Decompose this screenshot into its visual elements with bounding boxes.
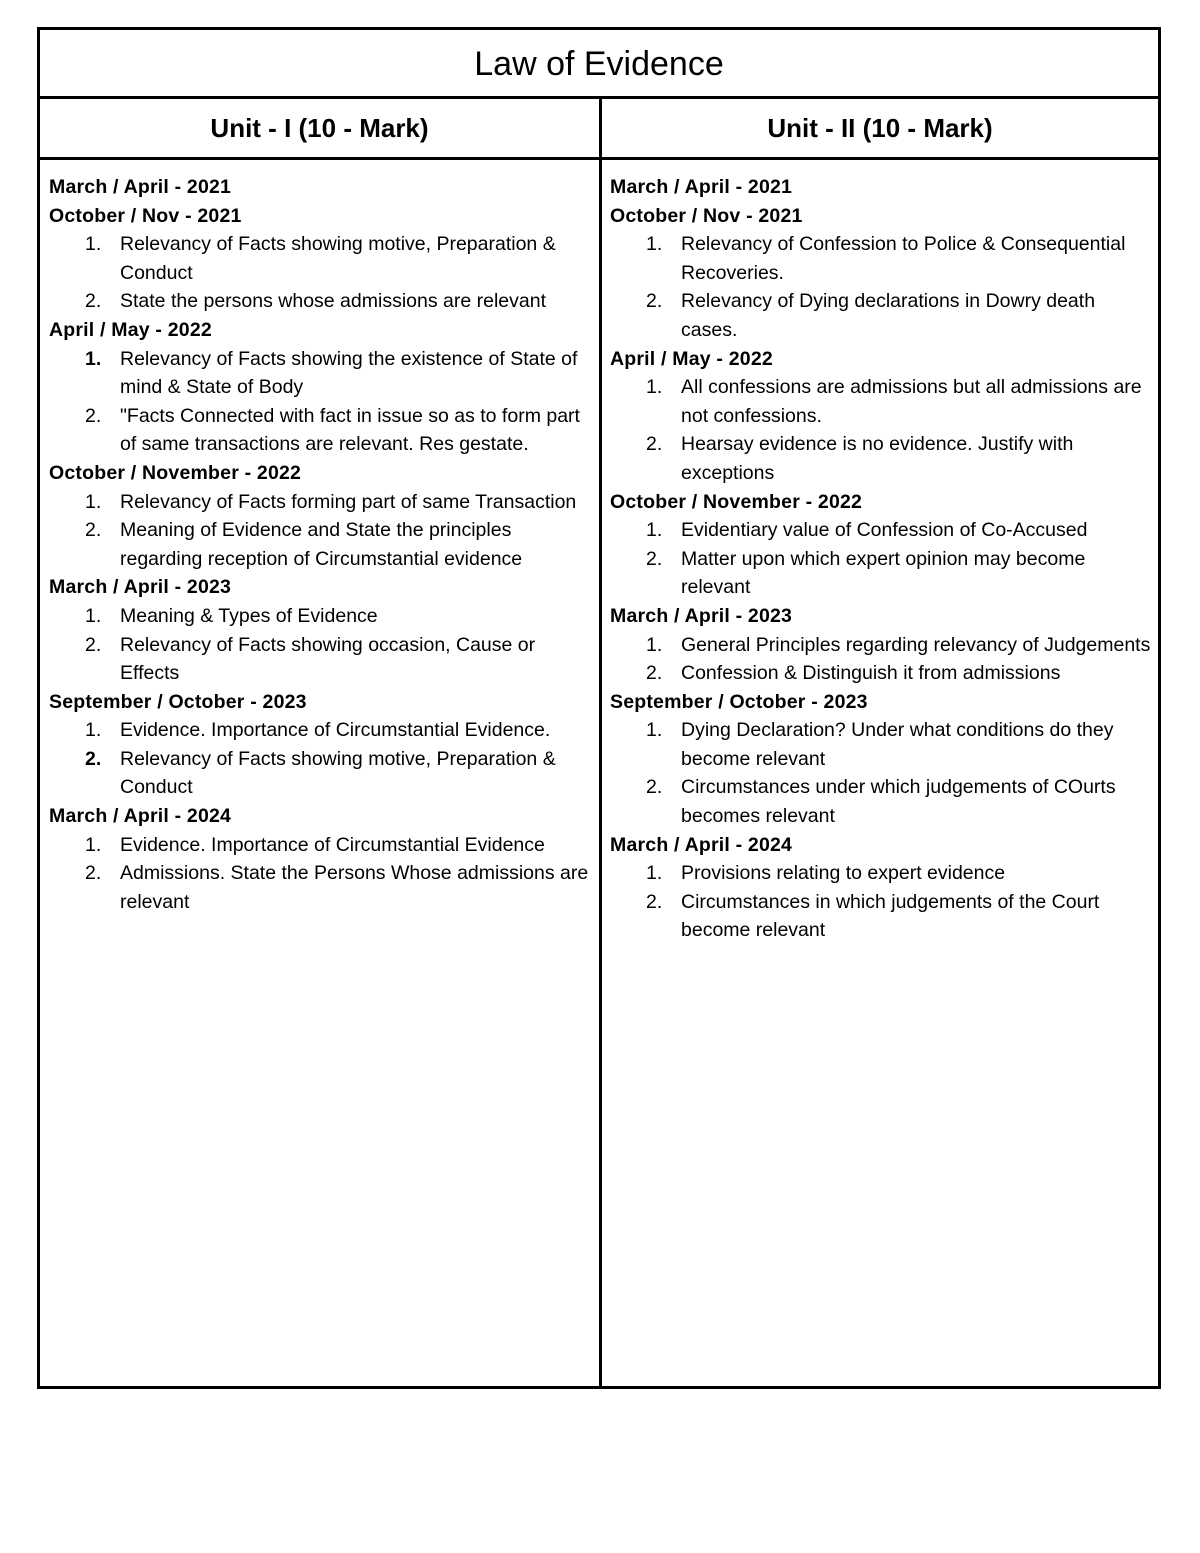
session-heading: October / Nov - 2021 [610,204,803,227]
session-heading: March / April - 2023 [49,576,232,599]
question-number: 2. [646,433,663,456]
question-number: 2. [85,633,102,656]
question-item [49,488,595,517]
question-item [610,545,1154,602]
question-number: 1. [85,347,102,370]
question-text: Relevancy of Confession to Police & Consequential Recoveries. [681,233,1126,284]
question-text: General Principles regarding relevancy of Judgements [681,633,1151,656]
question-list [49,345,595,459]
question-text: Relevancy of Facts showing the existence of State of mind & State of Body [120,347,578,399]
question-text: Evidentiary value of Confession of Co-Accused [681,519,1088,542]
question-item [49,602,595,631]
question-list [610,631,1154,688]
question-list [610,230,1154,344]
session-heading: October / Nov - 2021 [49,204,242,227]
question-item [610,659,1154,688]
question-item [610,373,1154,430]
session-heading: September / October - 2023 [49,690,307,713]
question-item [610,287,1154,344]
question-number: 2. [85,404,102,427]
question-item [49,516,595,573]
body-row [40,160,1158,1386]
question-item [49,831,595,860]
question-number: 1. [646,376,663,399]
page-title: Law of Evidence [474,45,724,83]
question-text: Admissions. State the Persons Whose admissions are relevant [120,862,589,913]
question-text: Provisions relating to expert evidence [681,862,1006,885]
question-number: 2. [85,862,102,885]
question-list [610,373,1154,487]
question-item [49,631,595,688]
question-text: Relevancy of Facts forming part of same Transaction [120,490,577,513]
question-number: 2. [85,290,102,313]
question-item [610,888,1154,945]
session-heading: March / April - 2021 [49,176,232,198]
question-list [49,602,595,688]
session-heading: March / April - 2021 [610,176,793,198]
question-text: Circumstances under which judgements of COurts becomes relevant [681,776,1116,828]
question-number: 1. [646,719,663,742]
question-number: 2. [646,890,663,913]
session-heading: September / October - 2023 [610,690,868,713]
unit-2-column [602,160,1158,1386]
question-item [49,402,595,459]
question-number: 2. [646,662,663,685]
session-heading: March / April - 2024 [610,833,793,856]
question-item [49,287,595,316]
question-item [49,745,595,802]
question-list [610,716,1154,830]
session-heading: April / May - 2022 [49,318,212,341]
question-text: Relevancy of Facts showing occasion, Cause or Effects [120,633,536,685]
question-text: Evidence. Importance of Circumstantial Evidence. [120,719,551,742]
question-item [49,859,595,916]
question-text: State the persons whose admissions are relevant [120,290,546,313]
unit-1-column [40,160,602,1386]
question-list [49,230,595,316]
question-item [610,430,1154,487]
session-heading: March / April - 2024 [49,805,232,828]
question-text: All confessions are admissions but all admissions are not confessions. [681,376,1142,427]
question-number: 1. [646,519,663,542]
session-heading: October / November - 2022 [49,461,302,484]
question-number: 1. [85,719,102,742]
session-heading: October / November - 2022 [610,490,863,513]
question-text: Circumstances in which judgements of the Court become relevant [681,890,1100,942]
question-number: 1. [646,233,663,256]
question-text: Confession & Distinguish it from admissions [681,662,1061,685]
question-text: Meaning of Evidence and State the principles regarding reception of Circumstantial evidence [120,519,523,570]
question-number: 1. [646,862,663,885]
question-text: Evidence. Importance of Circumstantial Evidence [120,833,545,856]
question-item [610,516,1154,545]
question-text: Matter upon which expert opinion may become relevant [681,547,1086,599]
question-number: 2. [646,547,663,570]
question-text: Dying Declaration? Under what conditions do they become relevant [681,719,1114,770]
question-item [610,773,1154,830]
question-list [49,716,595,802]
question-number: 1. [85,833,102,856]
session-heading: April / May - 2022 [610,347,773,370]
header-row [40,99,1158,160]
question-item [49,230,595,287]
question-text: Hearsay evidence is no evidence. Justify with exceptions [681,433,1074,484]
question-text: Meaning & Types of Evidence [120,604,378,627]
question-text: Relevancy of Dying declarations in Dowry death cases. [681,290,1096,341]
question-number: 1. [646,633,663,656]
question-number: 1. [85,233,102,256]
unit-2-header: Unit - II (10 - Mark) [767,112,993,143]
question-list [49,831,595,917]
session-heading: March / April - 2023 [610,604,793,627]
question-number: 1. [85,604,102,627]
question-item [610,716,1154,773]
question-number: 2. [646,290,663,313]
question-number: 1. [85,490,102,513]
question-item [610,859,1154,888]
question-item [610,230,1154,287]
question-item [49,345,595,402]
question-list [49,488,595,574]
title-row [40,30,1158,99]
unit-1-header: Unit - I (10 - Mark) [40,99,602,157]
question-text: Relevancy of Facts showing motive, Preparation & Conduct [120,233,556,284]
question-text: "Facts Connected with fact in issue so as to form part of same transactions are relevant. Res gestate. [120,404,580,456]
question-number: 2. [85,747,102,770]
question-item [49,716,595,745]
question-item [610,631,1154,660]
question-number: 2. [646,776,663,799]
question-list [610,516,1154,602]
question-number: 2. [85,519,102,542]
question-list [610,859,1154,945]
question-text: Relevancy of Facts showing motive, Preparation & Conduct [120,747,556,799]
evidence-table [37,27,1161,1389]
